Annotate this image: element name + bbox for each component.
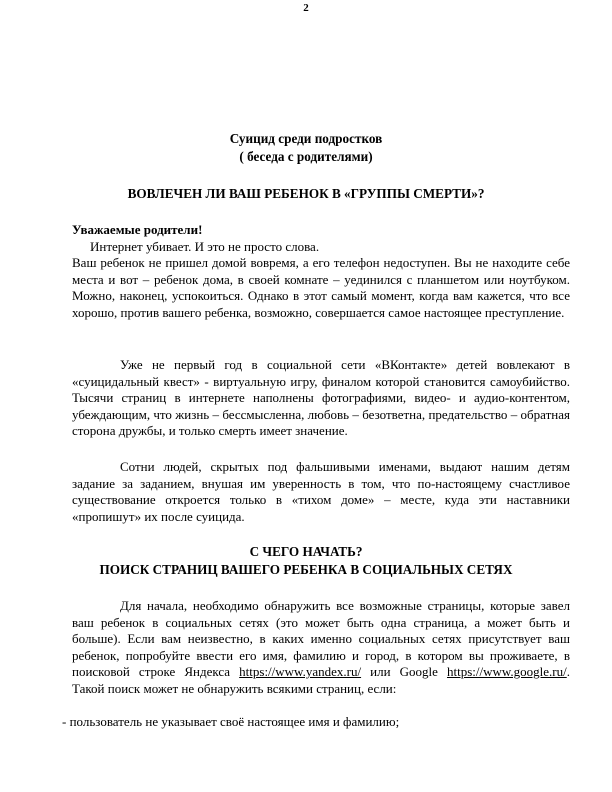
paragraph-5-text-3: . Такой поиск может не обнаружить всякими страниц, если: [72,664,570,696]
section-heading-1: ВОВЛЕЧЕН ЛИ ВАШ РЕБЕНОК В «ГРУППЫ СМЕРТИ»? [127,186,485,201]
paragraph-3: Уже не первый год в социальной сети «ВКонтакте» детей вовлекают в «суицидальный квест» - виртуальную игру, финалом которой становится самоубийство. Тысячи страниц в интернете наполнены фотографиями, видео- и аудио-контентом, убеждающим, что жизнь – бессмысленна, любовь – безответна, предательство – обратная сторона дружбы, и только смерть имеет значение. [72,357,570,438]
title-line-2: ( беседа с родителями) [239,149,373,164]
title-line-1: Суицид среди подростков [229,131,383,146]
intro-block [72,222,570,321]
section-heading-2-line-2: ПОИСК СТРАНИЦ ВАШЕГО РЕБЕНКА В СОЦИАЛЬНЫХ СЕТЯХ [99,562,513,577]
paragraph-3-block [72,357,570,440]
paragraph-5-text-2: или Google [370,664,438,679]
paragraph-4: Сотни людей, скрытых под фальшивыми именами, выдают нашим детям задание за заданием, внушая им уверенность в том, что по-настоящему счастливое существование откроется только в «тихом доме» – месте, куда эти наставники «пропишут» их после суицида. [72,459,570,524]
paragraph-4-block [72,459,570,525]
paragraph-2: Ваш ребенок не пришел домой вовремя, а его телефон недоступен. Вы не находите себе места и вот – ребенок дома, в своей комнате – уединился с планшетом или ноутбуком. Можно, наконец, успокоиться. Однако в этот самый момент, когда вам кажется, что все хорошо, против вашего ребенка, возможно, совершается самое настоящее преступление. [72,255,570,320]
paragraph-5-block [72,598,570,697]
paragraph-1: Интернет убивает. И это не просто слова. [90,238,320,254]
greeting: Уважаемые родители! [72,222,203,237]
paragraph-5 [72,598,570,697]
bullet-item-1: - пользователь не указывает своё настоящее имя и фамилию; [62,714,400,729]
yandex-link[interactable]: https://www.yandex.ru/ [239,664,362,679]
page-number: 2 [303,2,309,14]
paragraph-5-text-1: Для начала, необходимо обнаружить все возможные страницы, которые завел ваш ребенок в социальных сетях (это может быть одна страница, а может быть и больше). Если вам неизвестно, в каких именно социальных сетях присутствует ваш ребенок, попробуйте ввести его имя, фамилию и город, в котором вы проживаете, в поисковой строке Яндекса [72,598,570,679]
google-link[interactable]: https://www.google.ru/ [446,664,567,679]
section-heading-2-line-1: С ЧЕГО НАЧАТЬ? [249,544,363,559]
